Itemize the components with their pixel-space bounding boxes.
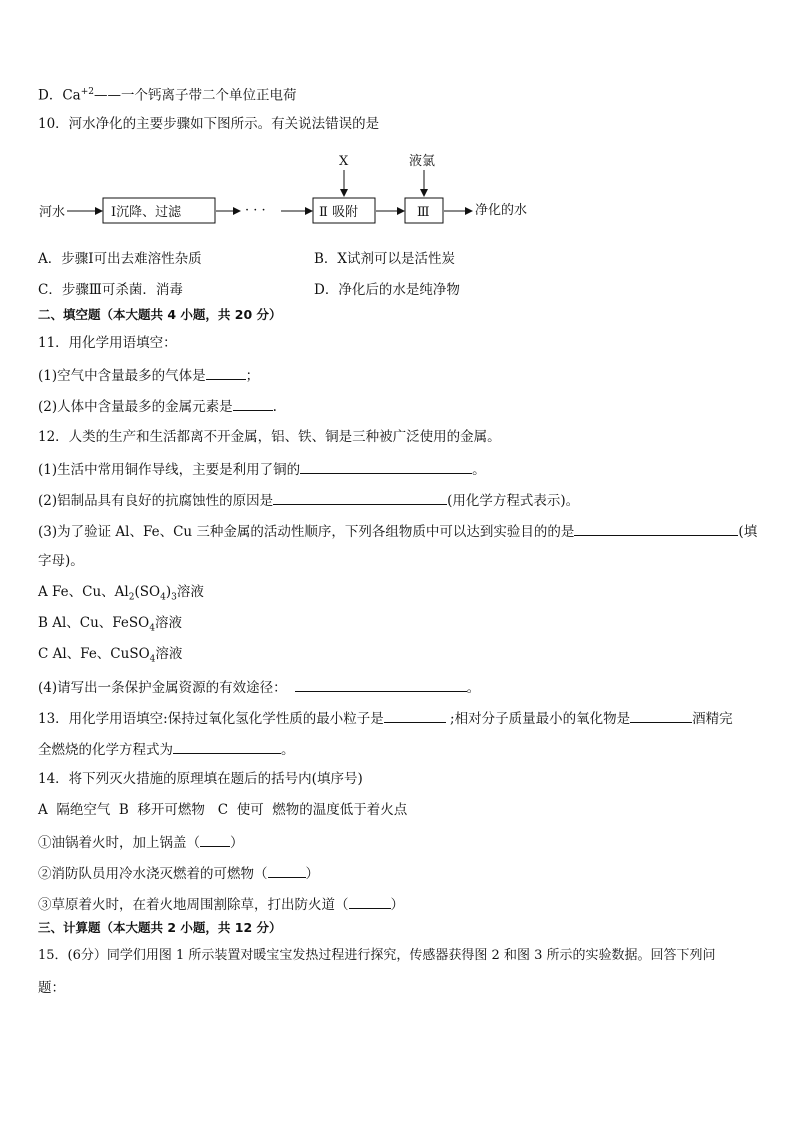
q9-option-d: D．$Ca^{+2}——$一个钙离子带二个单位正电荷 [38,87,297,104]
step3-label: Ⅲ [417,205,430,220]
step2-label: Ⅱ 吸附 [319,205,358,220]
answer-blank[interactable] [206,365,246,380]
q10-option-c: C．步骤Ⅲ可杀菌．消毒 [38,282,183,298]
answer-blank[interactable] [384,708,446,723]
q11-part1: (1)空气中含量最多的气体是 ； [38,365,259,385]
q11-stem: 11．用化学用语填空： [38,335,177,351]
water-purification-diagram [35,148,595,238]
q12-option-c: C Al、Fe、CuSO$_4$溶液 [38,646,183,665]
q12-stem: 12．人类的生产和生活都离不开金属，铝、铁、铜是三种被广泛使用的金属。 [38,429,501,445]
q11-part2: (2)人体中含量最多的金属元素是 . [38,396,277,416]
answer-blank[interactable] [200,832,230,847]
section3-title: 三、计算题（本大题共 2 小题，共 12 分） [38,920,282,935]
step1-label: Ⅰ沉降、过滤 [111,205,182,220]
q10-option-a: A．步骤Ⅰ可出去难溶性杂质 [38,251,202,267]
q12-part3-cont: 字母)。 [38,553,84,569]
answer-blank[interactable] [233,396,273,411]
q10-option-b: B．X试剂可以是活性炭 [314,251,456,267]
q14-item1: ①油锅着火时，加上锅盖（ ） [38,832,244,852]
q12-part4: (4)请写出一条保护金属资源的有效途径： 。 [38,677,480,697]
q15-line1: 15．(6分）同学们用图 1 所示装置对暖宝宝发热过程进行探究，传感器获得图 2 和图 3 所示的实验数据。回答下列问 [38,948,716,963]
q10-stem: 10．河水净化的主要步骤如下图所示。有关说法错误的是 [38,116,380,132]
q14-choices: A 隔绝空气 B 移开可燃物 C 使可 燃物的温度低于着火点 [38,802,408,818]
answer-blank[interactable] [300,459,472,474]
q14-stem: 14．将下列灭火措施的原理填在题后的括号内(填序号) [38,771,363,787]
q12-part1: (1)生活中常用铜作导线，主要是利用了铜的 。 [38,459,486,479]
input-x-label: X [339,154,349,169]
answer-blank[interactable] [273,490,447,505]
answer-blank[interactable] [173,739,281,754]
q12-part3: (3)为了验证 Al、Fe、Cu 三种金属的活动性顺序，下列各组物质中可以达到实验目的的是 (填 [38,521,757,541]
q15-line2: 题： [38,980,65,996]
answer-blank[interactable] [574,521,738,536]
diagram-source-label: 河水 [39,205,66,220]
output-label: 净化的水 [475,203,528,218]
input-chlorine-label: 液氯 [409,154,436,169]
q13-line1: 13．用化学用语填空:保持过氧化氢化学性质的最小粒子是 ;相对分子质量最小的氧化物是 酒精完 [38,708,733,728]
answer-blank[interactable] [295,677,467,692]
q12-option-a: A Fe、Cu、$Al_2(SO_4)_3$溶液 [38,584,204,603]
q14-item3: ③草原着火时，在着火地周围割除草，打出防火道（ ） [38,894,404,914]
q13-line2: 全燃烧的化学方程式为 。 [38,739,295,759]
diagram-dots: · · · [245,203,266,218]
answer-blank[interactable] [268,863,306,878]
answer-blank[interactable] [349,894,391,909]
section2-title: 二、填空题（本大题共 4 小题，共 20 分） [38,307,282,322]
q14-item2: ②消防队员用冷水浇灭燃着的可燃物（ ） [38,863,319,883]
q12-part2: (2)铝制品具有良好的抗腐蚀性的原因是 (用化学方程式表示)。 [38,490,579,510]
q10-option-d: D．净化后的水是纯净物 [314,282,460,298]
q12-option-b: B Al、Cu、FeSO$_4$溶液 [38,615,182,634]
answer-blank[interactable] [630,708,692,723]
